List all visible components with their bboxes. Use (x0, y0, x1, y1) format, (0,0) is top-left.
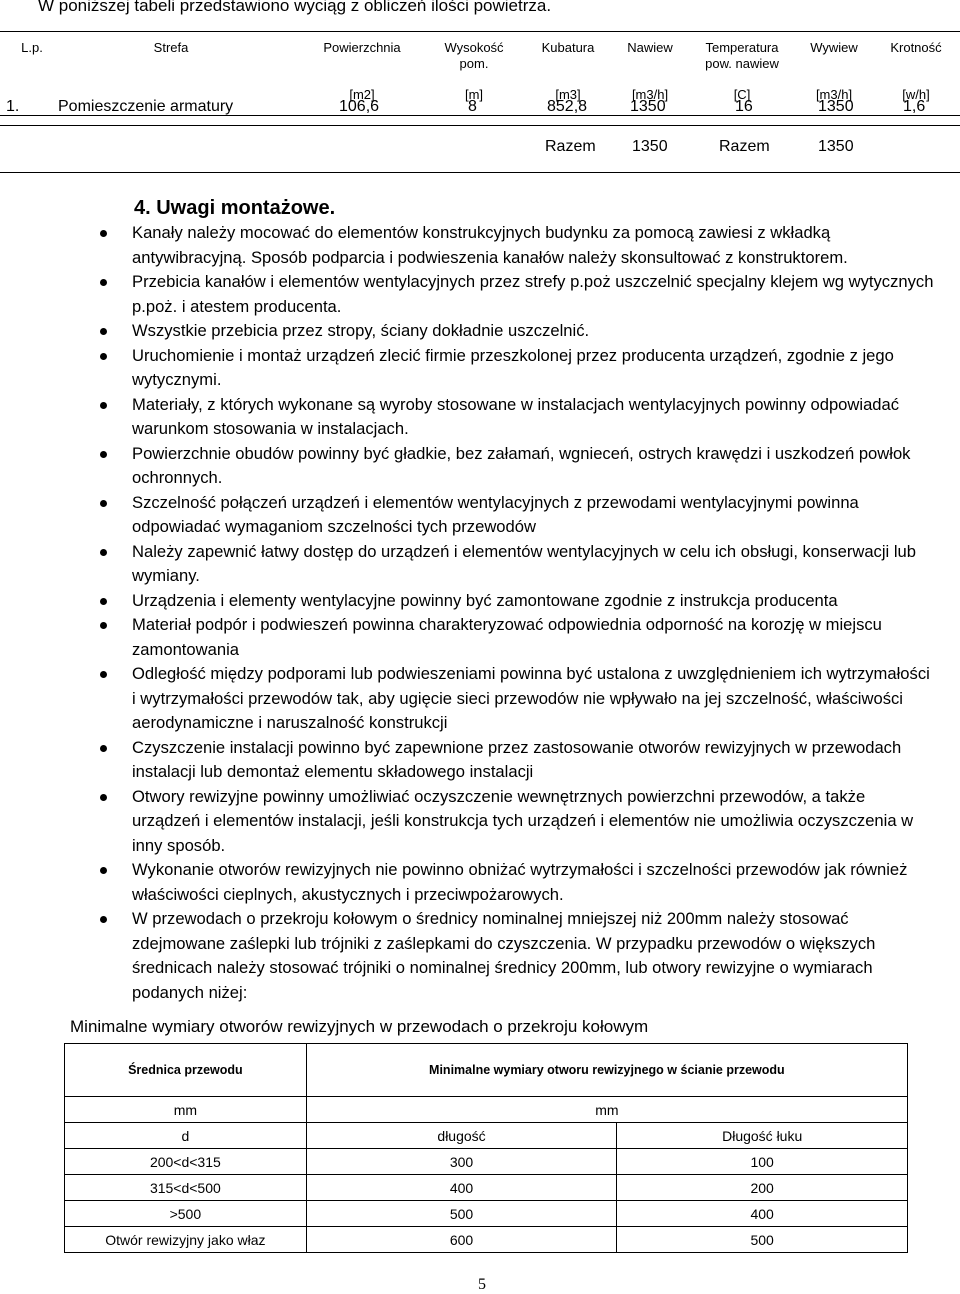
table-row (65, 1175, 908, 1201)
col-header-temperature: Temperatura pow. nawiew [C] (705, 40, 779, 102)
installation-notes-list (96, 221, 936, 1005)
table-cell: 100 (617, 1149, 908, 1175)
totals-label-supply: Razem (545, 138, 596, 155)
subheader-d: d (65, 1123, 307, 1149)
row-cell-lp: 1. (6, 98, 20, 115)
header-min-dimensions: Minimalne wymiary otworu rewizyjnego w ścianie przewodu (306, 1044, 907, 1097)
table-cell: >500 (65, 1201, 307, 1227)
list-item: Uruchomienie i montaż urządzeń zlecić firmie przeszkolonej przez producenta urządzeń, zgodnie z jego wytycznymi. (96, 344, 936, 393)
totals-row (0, 125, 960, 173)
row-cell-zone: Pomieszczenie armatury (58, 98, 234, 115)
totals-value-supply: 1350 (632, 138, 668, 155)
list-item: Wykonanie otworów rewizyjnych nie powinno obniżać wytrzymałości i szczelności przewodów jak również właściwości cieplnych, akustycznych i przeciwpożarowych. (96, 858, 936, 907)
col-header-supply: Nawiew [m3/h] (627, 40, 673, 102)
list-item: Wszystkie przebicia przez stropy, ściany dokładnie uszczelnić. (96, 319, 936, 344)
section-heading: 4. Uwagi montażowe. (134, 197, 336, 219)
col-header-zone: Strefa (153, 40, 189, 55)
table-caption: Minimalne wymiary otworów rewizyjnych w przewodach o przekroju kołowym (70, 1017, 649, 1036)
row-cell-rate: 1,6 (903, 98, 926, 115)
list-item: Należy zapewnić łatwy dostęp do urządzeń i elementów wentylacyjnych w celu ich obsługi, konserwacji lub wymiany. (96, 540, 936, 589)
table-cell: 600 (306, 1227, 617, 1253)
unit-cell: mm (306, 1097, 907, 1123)
list-item: Czyszczenie instalacji powinno być zapewnione przez zastosowanie otworów rewizyjnych w przewodach instalacji lub demontaż elementu składowego instalacji (96, 736, 936, 785)
list-item: W przewodach o przekroju kołowym o średnicy nominalnej mniejszej niż 200mm należy stosować zdejmowane zaślepki lub trójniki z zaślepkami do czyszczenia. W przypadku przewodów o większych średnicach należy stosować trójniki o nominalnej średnicy 200mm, lub otwory rewizyjne o wymiarach podanych niżej: (96, 907, 936, 1005)
row-cell-temperature: 16 (735, 98, 753, 115)
list-item: Odległość między podporami lub podwieszeniami powinna być ustalona z uwzględnieniem ich wytrzymałości i wytrzymałości przewodów tak, aby ugięcie sieci przewodów nie wpływało na jej szczelność, właściwości aerodynamiczne i naruszalność konstrukcji (96, 662, 936, 736)
table-row (65, 1201, 908, 1227)
row-cell-height: 8 (468, 98, 477, 115)
list-item: Szczelność połączeń urządzeń i elementów wentylacyjnych z przewodami wentylacyjnymi powinna odpowiadać wymaganiom szczelności tych przewodów (96, 491, 936, 540)
col-header-height: Wysokość pom. [m] (444, 40, 504, 102)
table-cell: 500 (306, 1201, 617, 1227)
col-header-volume: Kubatura [m3] (541, 40, 595, 102)
page-number: 5 (478, 1276, 486, 1293)
totals-value-exhaust: 1350 (818, 138, 854, 155)
air-calc-table (0, 31, 960, 116)
table-cell: 400 (306, 1175, 617, 1201)
row-cell-supply: 1350 (630, 98, 666, 115)
table-row (65, 1149, 908, 1175)
list-item: Kanały należy mocować do elementów konstrukcyjnych budynku za pomocą zawiesi z wkładką antywibracyjną. Sposób podparcia i podwieszenia kanałów należy skonsultować z konstruktorem. (96, 221, 936, 270)
row-cell-exhaust: 1350 (818, 98, 854, 115)
header-diameter: Średnica przewodu (65, 1044, 307, 1097)
table-cell: 500 (617, 1227, 908, 1253)
subheader-length: długość (306, 1123, 617, 1149)
subheader-arc-length: Długość łuku (617, 1123, 908, 1149)
list-item: Urządzenia i elementy wentylacyjne powinny być zamontowane zgodnie z instrukcja producenta (96, 589, 936, 614)
list-item: Przebicia kanałów i elementów wentylacyjnych przez strefy p.poż uszczelnić specjalny klejem wg wytycznych p.poż. i atestem producenta. (96, 270, 936, 319)
table-cell: 315<d<500 (65, 1175, 307, 1201)
intro-text: W poniższej tabeli przedstawiono wyciąg z obliczeń ilości powietrza. (38, 0, 552, 15)
list-item: Materiały, z których wykonane są wyroby stosowane w instalacjach wentylacyjnych powinny odpowiadać warunkom stosowania w instalacjach. (96, 393, 936, 442)
unit-cell: mm (65, 1097, 307, 1123)
table-cell: 200<d<315 (65, 1149, 307, 1175)
row-cell-area: 106,6 (339, 98, 380, 115)
inspection-opening-table (64, 1043, 908, 1253)
col-header-lp: L.p. (21, 40, 43, 55)
col-header-exhaust: Wywiew [m3/h] (810, 40, 858, 102)
list-item: Otwory rewizyjne powinny umożliwiać oczyszczenie wewnętrznych powierzchni przewodów, a także urządzeń i elementów instalacji, jeśli konstrukcja tych urządzeń i elementów nie umożliwia oczyszczenia w inny sposób. (96, 785, 936, 859)
table-row (65, 1227, 908, 1253)
table-cell: 200 (617, 1175, 908, 1201)
col-header-area: Powierzchnia [m2] (323, 40, 401, 102)
totals-label-exhaust: Razem (719, 138, 770, 155)
col-header-rate: Krotność [w/h] (890, 40, 942, 102)
table-cell: 400 (617, 1201, 908, 1227)
list-item: Powierzchnie obudów powinny być gładkie, bez załamań, wgnieceń, ostrych krawędzi i uszkodzeń powłok ochronnych. (96, 442, 936, 491)
table-cell: 300 (306, 1149, 617, 1175)
row-cell-volume: 852,8 (547, 98, 588, 115)
table-cell: Otwór rewizyjny jako właz (65, 1227, 307, 1253)
list-item: Materiał podpór i podwieszeń powinna charakteryzować odpowiednia odporność na korozję w miejscu zamontowania (96, 613, 936, 662)
